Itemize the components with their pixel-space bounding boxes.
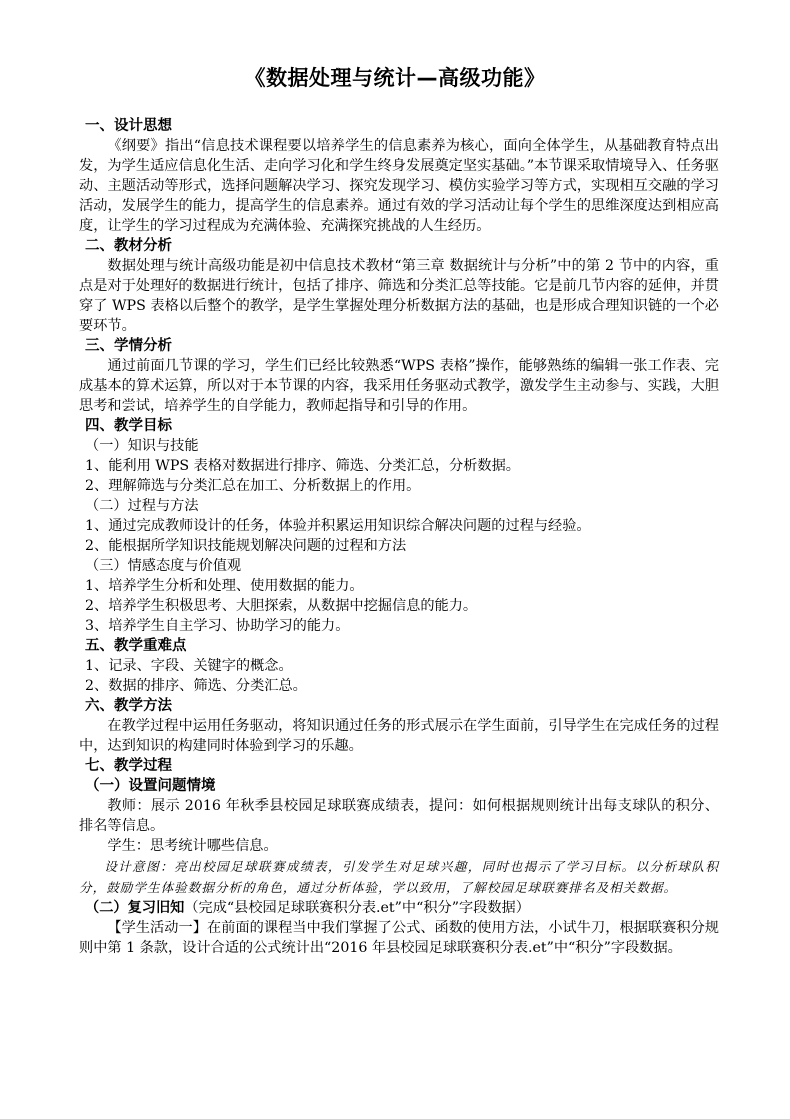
goal-group-attitude: （三）情感态度与价值观 (85, 558, 242, 574)
document-title: 《数据处理与统计—高级功能》 (244, 66, 546, 90)
paragraph-methods: 在教学过程中运用任务驱动，将知识通过任务的形式展示在学生面前，引导学生在完成任务的过程中，达到知识的构建同时体验到学习的乐趣。 (79, 718, 719, 754)
document-body (79, 116, 719, 958)
list-item: 2、理解筛选与分类汇总在加工、分析数据上的作用。 (85, 478, 421, 494)
activity-label: 【学生活动一】 (107, 920, 207, 936)
goal-group-process: （二）过程与方法 (85, 498, 199, 514)
section-heading-students: 三、学情分析 (85, 338, 172, 354)
paragraph-activity-one (79, 918, 719, 958)
paragraph-design: 《纲要》指出“信息技术课程要以培养学生的信息素养为核心，面向全体学生，从基础教育特点出发，为学生适应信息化生活、走向学习化和学生终身发展奠定坚实基础。”本节课采取情境导入、任务驱动、主题活动等形式，选择问题解决学习、探究发现学习、模仿实验学习等方式，实现相互交融的学习活动，发展学生的能力，提高学生的信息素养。通过有效的学习活动让每个学生的思维深度达到相应高度，让学生的学习过程成为充满体验、充满探究挑战的人生经历。 (79, 138, 719, 234)
section-heading-keypoints: 五、教学重难点 (85, 638, 187, 654)
list-item: 3、培养学生自主学习、协助学习的能力。 (85, 618, 350, 634)
list-item: 1、能利用 WPS 表格对数据进行排序、筛选、分类汇总，分析数据。 (85, 458, 520, 474)
activity-text: 在前面的课程当中我们掌握了公式、函数的使用方法，小试牛刀，根据联赛积分规则中第 1 条款，设计合适的公式统计出“2016 年县校园足球联赛积分表.et”中“积分”字段数据。 (79, 920, 719, 956)
list-item: 2、数据的排序、筛选、分类汇总。 (85, 678, 307, 694)
section-heading-process: 七、教学过程 (85, 758, 172, 774)
goal-group-knowledge: （一）知识与技能 (85, 438, 199, 454)
paragraph-student: 学生：思考统计哪些信息。 (107, 838, 278, 854)
list-item: 2、培养学生积极思考、大胆探索，从数据中挖掘信息的能力。 (85, 598, 478, 614)
paragraph-teacher: 教师：展示 2016 年秋季县校园足球联赛成绩表，提问：如何根据规则统计出每支球队的积分、排名等信息。 (79, 798, 719, 834)
list-item: 1、通过完成教师设计的任务，体验并积累运用知识综合解决问题的过程与经验。 (85, 518, 591, 534)
section-heading-design: 一、设计思想 (85, 118, 172, 134)
paragraph-students: 通过前面几节课的学习，学生们已经比较熟悉“WPS 表格”操作，能够熟练的编辑一张工作表、完成基本的算术运算，所以对于本节课的内容，我采用任务驱动式教学，激发学生主动参与、实践，大胆思考和尝试，培养学生的自学能力，教师起指导和引导的作用。 (79, 358, 719, 414)
subsection-review (79, 898, 719, 918)
subsection-review-note: （完成“县校园足球联赛积分表.et”中“积分”字段数据） (184, 900, 530, 916)
list-item: 1、记录、字段、关键字的概念。 (85, 658, 293, 674)
subsection-heading-scenario: （一）设置问题情境 (85, 778, 216, 794)
list-item: 1、培养学生分析和处理、使用数据的能力。 (85, 578, 364, 594)
subsection-heading-review: （二）复习旧知 (85, 900, 185, 916)
design-intent-note: 设计意图：亮出校园足球联赛成绩表，引发学生对足球兴趣，同时也揭示了学习目标。以分析球队积分，鼓励学生体验数据分析的角色，通过分析体验，学以致用，了解校园足球联赛排名及相关数据。 (79, 859, 719, 895)
paragraph-material: 数据处理与统计高级功能是初中信息技术教材“第三章 数据统计与分析”中的第 2 节中的内容，重点是对于处理好的数据进行统计，包括了排序、筛选和分类汇总等技能。它是前几节内容的延伸，并贯穿了 WPS 表格以后整个的教学，是学生掌握处理分析数据方法的基础，也是形成合理知识链的一个必要环节。 (79, 258, 719, 334)
section-heading-goals: 四、教学目标 (85, 418, 172, 434)
section-heading-material: 二、教材分析 (85, 238, 172, 254)
list-item: 2、能根据所学知识技能规划解决问题的过程和方法 (85, 538, 407, 554)
section-heading-methods: 六、教学方法 (85, 698, 172, 714)
